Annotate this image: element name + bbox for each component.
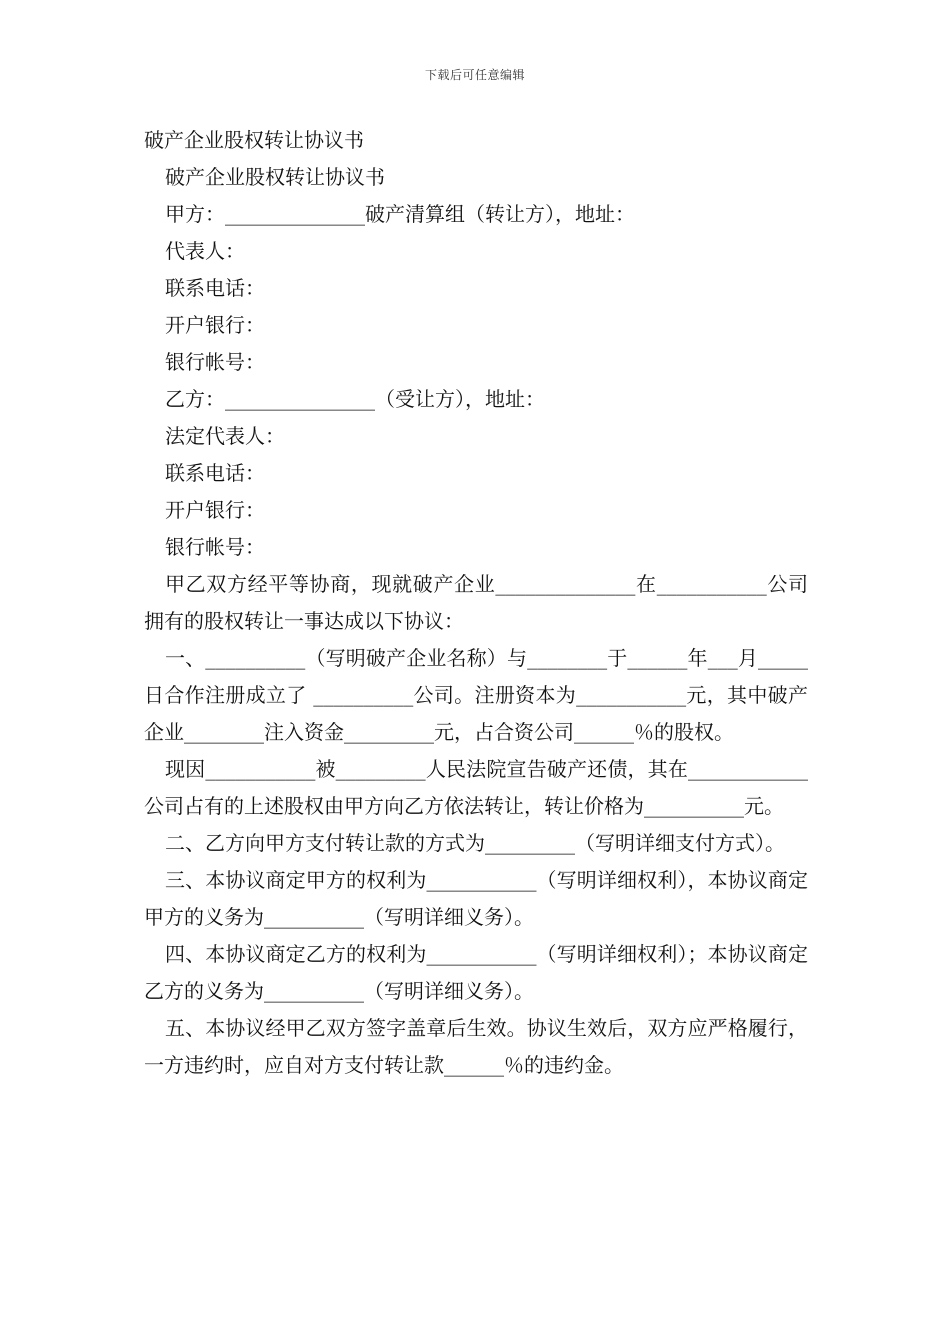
party-a-account: 银行帐号： <box>165 350 265 374</box>
party-b-line: 乙方：_______________（受让方），地址： <box>165 387 545 411</box>
party-a-bank: 开户银行： <box>165 313 265 337</box>
party-a-representative: 代表人： <box>165 239 245 263</box>
party-a-line: 甲方：______________破产清算组（转让方），地址： <box>165 202 635 226</box>
party-b-phone: 联系电话： <box>165 461 265 485</box>
bankruptcy-transfer-paragraph: 现因___________被_________人民法院宣告破产还债，其在____________公司占有的上述股权由甲方向乙方依法转让，转让价格为__________元。 <box>144 757 808 818</box>
clause-4-paragraph: 四、本协议商定乙方的权利为___________（写明详细权利）；本协议商定乙方的义务为__________（写明详细义务）。 <box>144 942 808 1003</box>
party-b-account: 银行帐号： <box>165 535 265 559</box>
clause-3-paragraph: 三、本协议商定甲方的权利为___________（写明详细权利），本协议商定甲方的义务为__________（写明详细义务）。 <box>144 868 808 929</box>
clause-5-paragraph: 五、本协议经甲乙双方签字盖章后生效。协议生效后，双方应严格履行，一方违约时，应自对方支付转让款______％的违约金。 <box>144 1016 808 1077</box>
document-title: 破产企业股权转让协议书 <box>144 128 364 152</box>
clause-1-paragraph: 一、__________（写明破产企业名称）与________于______年___月_____日合作注册成立了 __________公司。注册资本为___________元，其中破产企业________注入资金_________元，占合资公司______％的股权。 <box>144 646 808 744</box>
document-body <box>144 122 808 1084</box>
subtitle-paragraph: 破产企业股权转让协议书 <box>165 165 385 189</box>
party-b-legal-representative: 法定代表人： <box>165 424 285 448</box>
party-b-bank: 开户银行： <box>165 498 265 522</box>
page-header-note: 下载后可任意编辑 <box>424 68 525 82</box>
party-a-phone: 联系电话： <box>165 276 265 300</box>
clause-2-paragraph: 二、乙方向甲方支付转让款的方式为_________（写明详细支付方式）。 <box>165 831 785 855</box>
preamble-paragraph: 甲乙双方经平等协商，现就破产企业______________在___________公司拥有的股权转让一事达成以下协议： <box>144 572 808 633</box>
